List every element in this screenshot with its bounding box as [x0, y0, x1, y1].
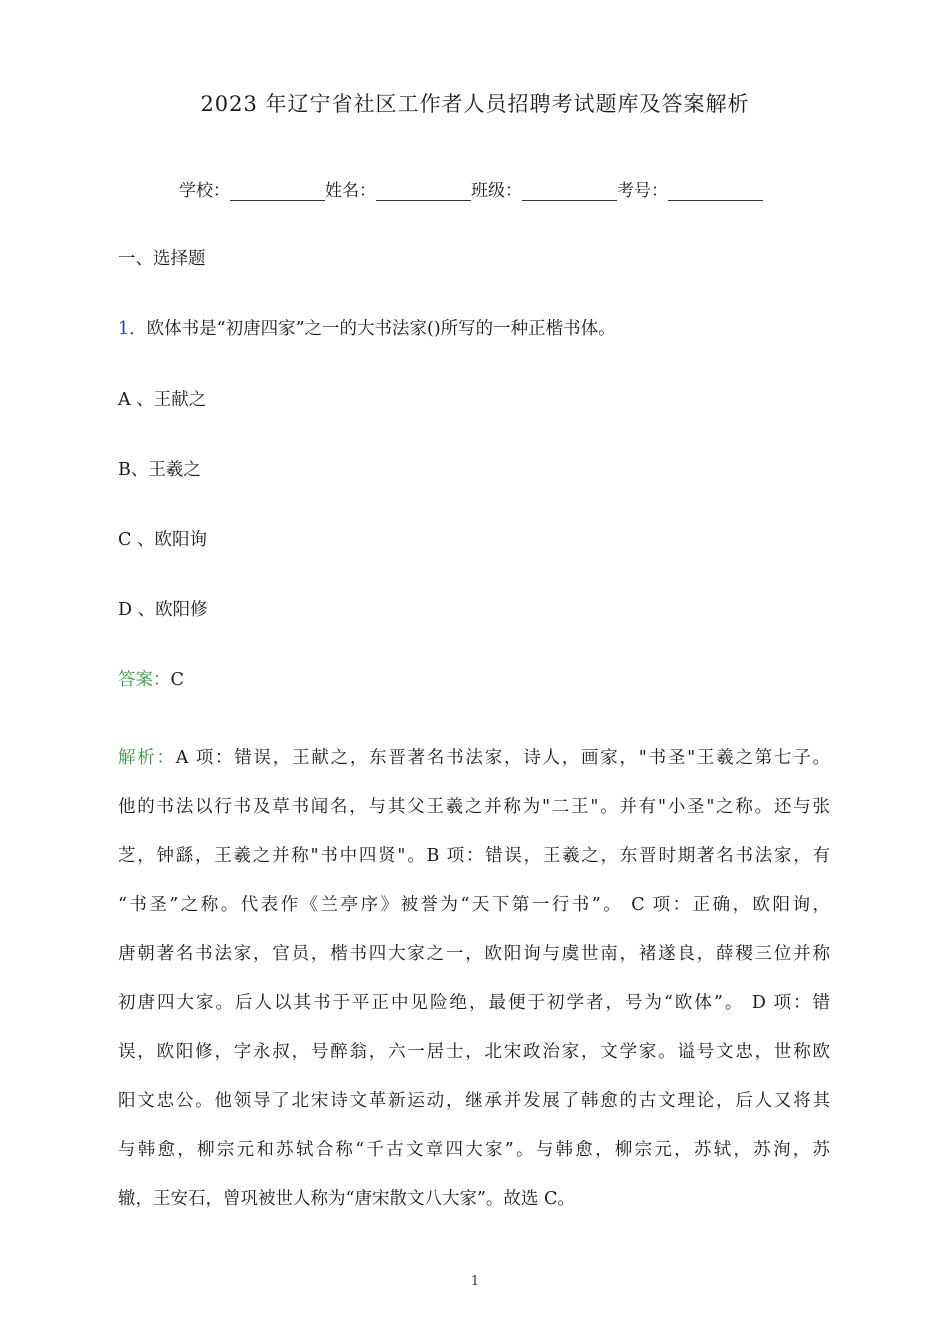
document-title: 2023 年辽宁省社区工作者人员招聘考试题库及答案解析	[200, 92, 750, 116]
class-label: 班级：	[471, 181, 522, 201]
question-stem	[118, 315, 616, 340]
analysis-label: 解析：	[118, 748, 176, 768]
class-blank	[522, 182, 617, 201]
analysis-line: 初唐四大家。后人以其书于平正中见险绝，最便于初学者，号为“欧体”。 D 项：错	[118, 993, 830, 1013]
analysis-line: 与韩愈，柳宗元和苏轼合称“千古文章四大家”。与韩愈，柳宗元，苏轼，苏洵，苏	[118, 1140, 830, 1160]
analysis-line: 辙，王安石，曾巩被世人称为“唐宋散文八大家”。故选 C。	[118, 1189, 575, 1209]
exam-number-label: 考号：	[617, 181, 668, 201]
exam-number-blank	[668, 182, 763, 201]
analysis-line: 他的书法以行书及草书闻名，与其父王羲之并称为"二王"。并有"小圣"之称。还与张	[118, 797, 830, 817]
section-heading: 一、选择题	[118, 249, 206, 269]
analysis-line: 唐朝著名书法家，官员，楷书四大家之一，欧阳询与虞世南，褚遂良，薛稷三位并称	[118, 944, 830, 964]
school-blank	[230, 182, 325, 201]
name-blank	[376, 182, 471, 201]
question-number: 1．	[118, 319, 147, 339]
option-c: C 、欧阳询	[118, 530, 207, 550]
analysis-line: 阳文忠公。他领导了北宋诗文革新运动，继承并发展了韩愈的古文理论，后人又将其	[118, 1091, 830, 1111]
answer-line	[118, 666, 184, 691]
page-number: 1	[470, 1274, 480, 1289]
analysis-line: 解析：A 项：错误，王献之，东晋著名书法家，诗人，画家，"书圣"王羲之第七子。	[118, 748, 831, 768]
analysis-block	[118, 734, 830, 1224]
name-label: 姓名：	[325, 181, 376, 201]
analysis-line: 芝，钟繇，王羲之并称"书中四贤"。B 项：错误，王羲之，东晋时期著名书法家，有	[118, 846, 830, 866]
school-label: 学校：	[179, 181, 230, 201]
analysis-line: “书圣”之称。代表作《兰亭序》被誉为“天下第一行书”。 C 项：正确，欧阳询，	[118, 895, 830, 915]
option-b: B、王羲之	[118, 460, 201, 480]
option-d: D 、欧阳修	[118, 600, 208, 620]
analysis-line: 误，欧阳修，字永叔，号醉翁，六一居士，北宋政治家，文学家。谥号文忠，世称欧	[118, 1042, 830, 1062]
answer-value: C	[170, 670, 184, 690]
option-a: A 、王献之	[118, 390, 207, 410]
answer-label: 答案：	[118, 670, 171, 690]
question-text: 欧体书是“初唐四家”之一的大书法家()所写的一种正楷书体。	[146, 319, 616, 339]
student-info-line	[179, 176, 763, 201]
